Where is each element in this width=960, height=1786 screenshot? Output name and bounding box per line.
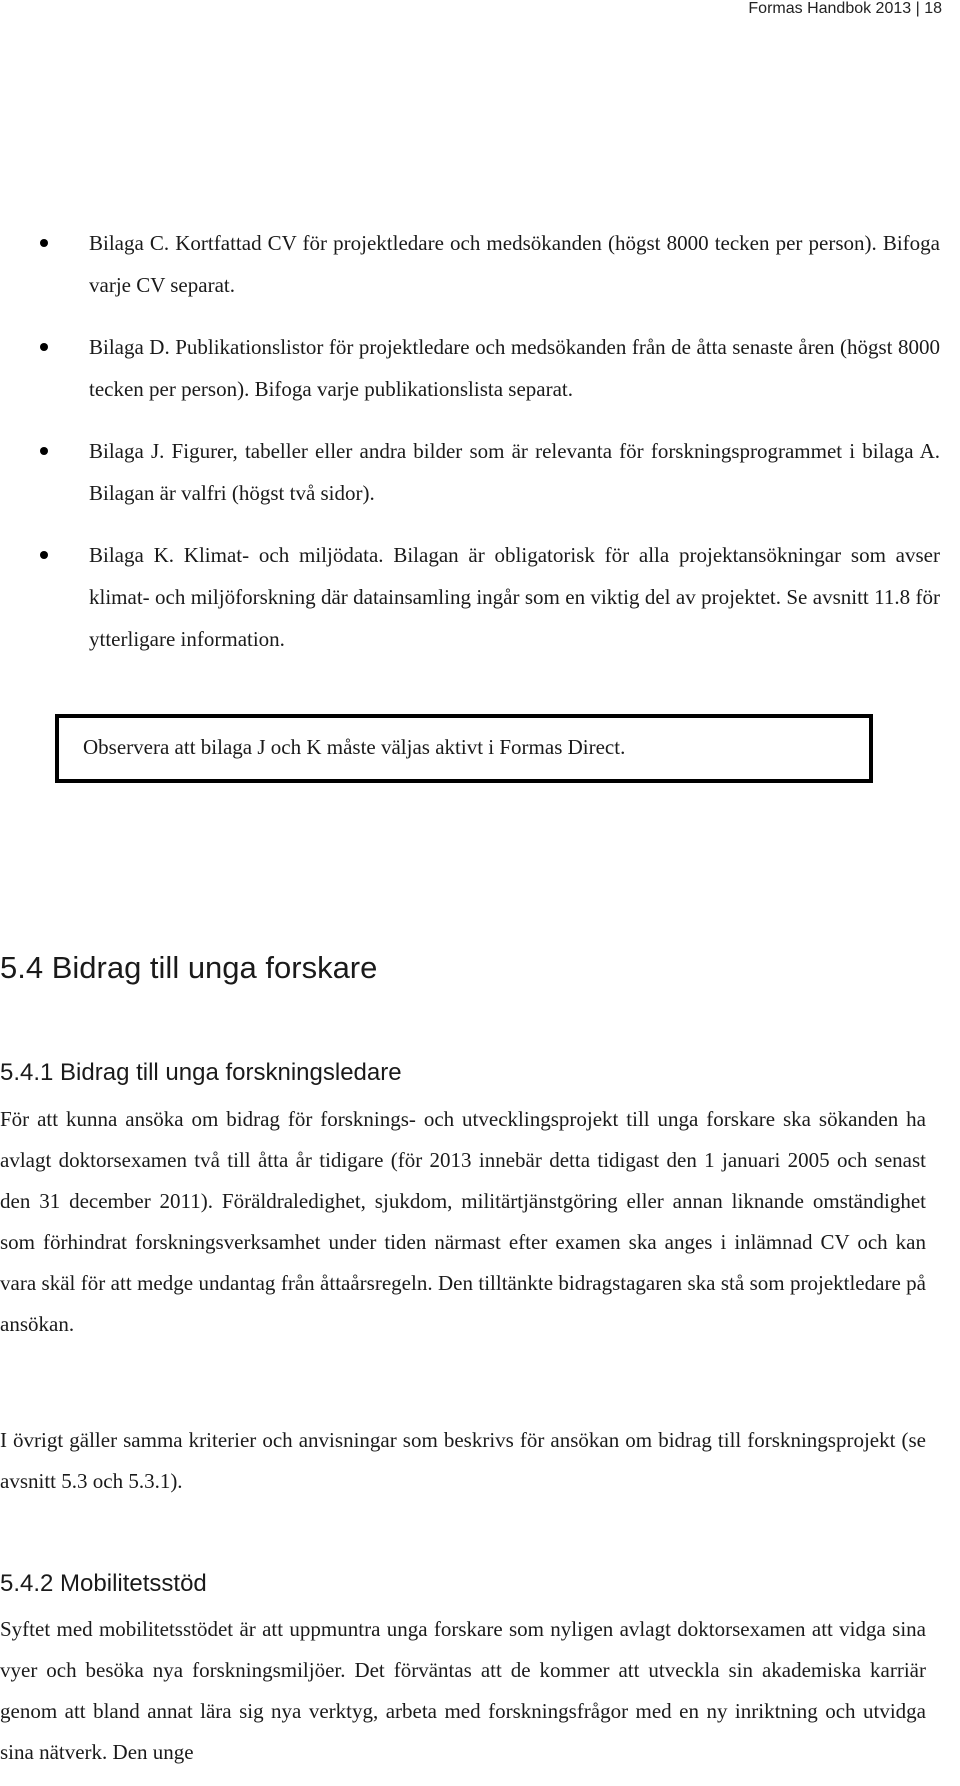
bullet-icon [40,239,48,247]
bullet-icon [40,447,48,455]
attachment-list [40,222,940,680]
list-item [40,326,940,410]
notice-box [55,714,873,783]
section-heading-5-4-2: 5.4.2 Mobilitetsstöd [0,1570,207,1597]
page-header: Formas Handbok 2013 | 18 [748,0,942,17]
notice-text: Observera att bilaga J och K måste väljas aktivt i Formas Direct. [83,735,626,759]
bullet-icon [40,551,48,559]
list-item-text: Bilaga K. Klimat- och miljödata. Bilagan är obligatorisk för alla projektansökningar som avser klimat- och miljöforskning där datainsamling ingår som en viktig del av projektet. Se avsnitt 11.8 för ytterligare information. [89,543,940,651]
section-heading-5-4: 5.4 Bidrag till unga forskare [0,950,378,985]
paragraph: Syftet med mobilitetsstödet är att uppmuntra unga forskare som nyligen avlagt doktorsexamen att vidga sina vyer och besöka nya forskningsmiljöer. Det förväntas att de kommer att utveckla sin akademiska karriär genom att bland annat lära sig nya verktyg, arbeta med forskningsfrågor med en ny inriktning och utvidga sina nätverk. Den unge [0,1617,926,1764]
bullet-icon [40,343,48,351]
list-item-text: Bilaga J. Figurer, tabeller eller andra bilder som är relevanta för forskningsprogrammet i bilaga A. Bilagan är valfri (högst två sidor). [89,439,940,505]
paragraph: För att kunna ansöka om bidrag för forsknings- och utvecklingsprojekt till unga forskare ska sökanden ha avlagt doktorsexamen två till åtta år tidigare (för 2013 innebär detta tidigast den 1 januari 2005 och senast den 31 december 2011). Föräldraledighet, sjukdom, militärtjänstgöring eller annan liknande omständighet som förhindrat forskningsverksamhet under tiden närmast efter examen ska anges i inlämnad CV och kan vara skäl för att medge undantag från åttaårsregeln. Den tilltänkte bidragstagaren ska stå som projektledare på ansökan. [0,1107,926,1336]
list-item-text: Bilaga C. Kortfattad CV för projektledare och medsökanden (högst 8000 tecken per person). Bifoga varje CV separat. [89,231,940,297]
list-item-text: Bilaga D. Publikationslistor för projektledare och medsökanden från de åtta senaste åren (högst 8000 tecken per person). Bifoga varje publikationslista separat. [89,335,940,401]
paragraph: I övrigt gäller samma kriterier och anvisningar som beskrivs för ansökan om bidrag till forskningsprojekt (se avsnitt 5.3 och 5.3.1). [0,1428,926,1493]
list-item [40,430,940,514]
list-item [40,534,940,660]
section-heading-5-4-1: 5.4.1 Bidrag till unga forskningsledare [0,1059,402,1086]
list-item [40,222,940,306]
